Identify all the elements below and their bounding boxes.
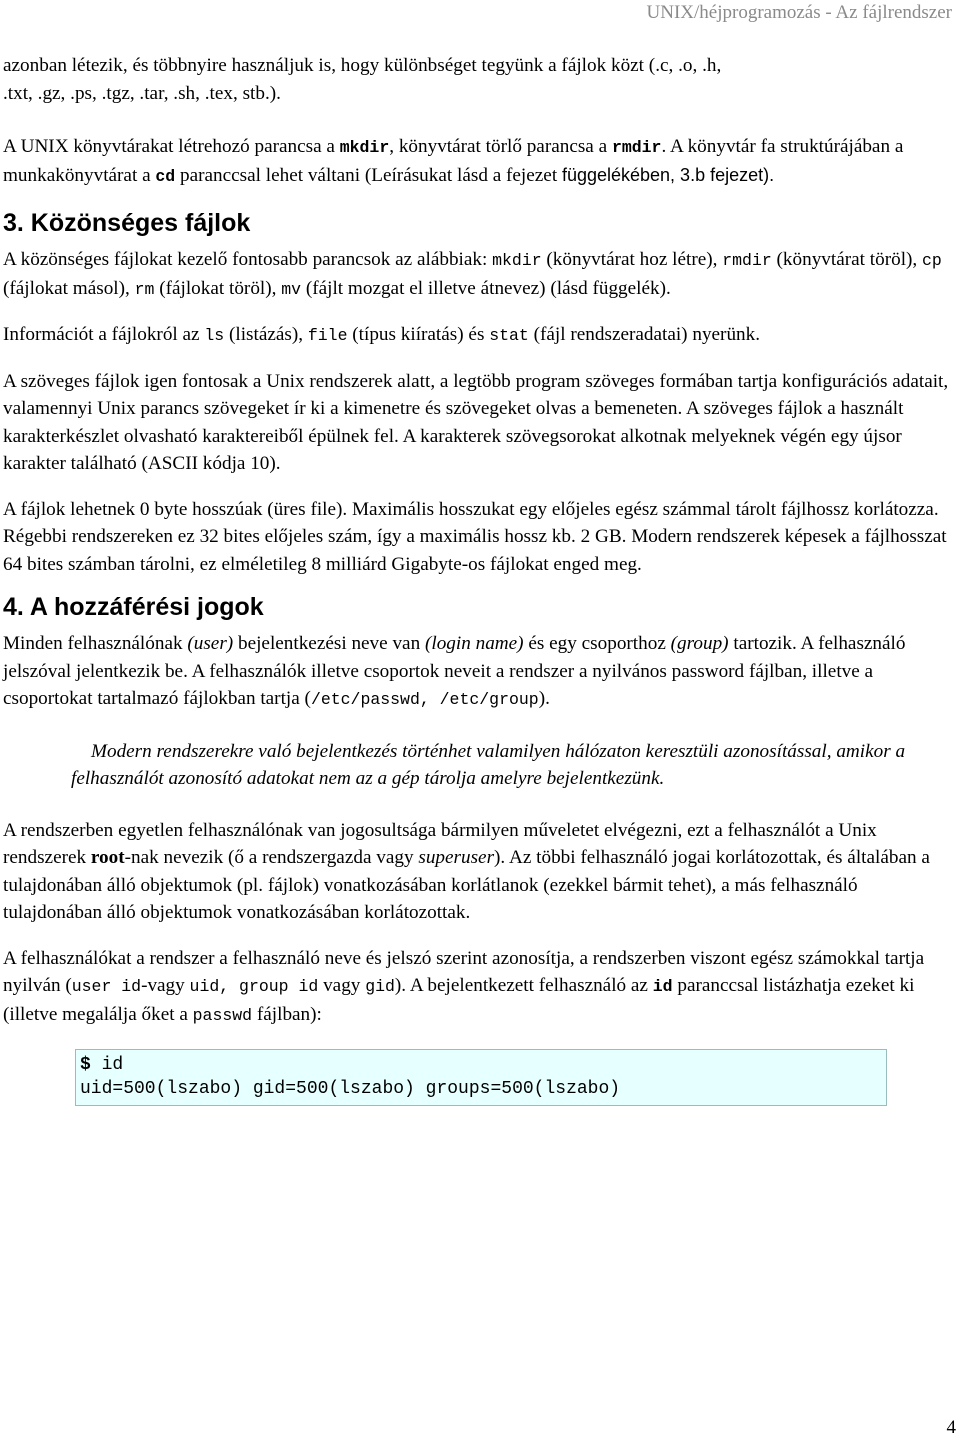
code-example	[75, 1049, 887, 1106]
text: vagy	[318, 975, 366, 996]
text: (listázás),	[224, 324, 308, 345]
text: paranccsal listázhatja ezeket ki (illetve megalálja őket a	[3, 975, 915, 1025]
paragraph-text-files: A szöveges fájlok igen fontosak a Unix rendszerek alatt, a legtöbb program szöveges formában tartja konfigurációs adatait, valamennyi Unix parancs szövegeket ír ki a kimenetre és szövegeket olvas a bemeneten. A szöveges fájlok a használt karakterkészlet olvasható karaktereiből épülnek fel. A karakterek szövegsorokat alkotnak melyeknek végén egy újsor karakter található (ASCII kódja 10).	[3, 370, 949, 474]
term-gid: gid	[365, 977, 395, 996]
term-user: (user)	[187, 633, 234, 654]
text: Információt a fájlokról az	[3, 324, 205, 345]
file-passwd: passwd	[192, 1005, 253, 1025]
paragraph-directories	[3, 133, 955, 190]
text: (könyvtárat töröl),	[771, 249, 923, 270]
paragraph-file-size: A fájlok lehetnek 0 byte hosszúak (üres file). Maximális hosszukat egy előjeles egész számmal tárolt fájlhossz korlátozza. Régebbi rendszereken ez 32 bites előjeles szám, így a maximális hossz kb. 2 GB. Modern rendszerek képesek a fájlhosszat 64 bites számban tárolni, ez elméletileg 8 milliárd Gigabyte-os fájlokat enged meg.	[3, 498, 947, 575]
shell-output: uid=500(lszabo) gid=500(lszabo) groups=500(lszabo)	[80, 1079, 621, 1099]
command-mkdir: mkdir	[492, 251, 542, 270]
paragraph-users	[3, 630, 955, 714]
section-heading-3: 3. Közönséges fájlok	[3, 209, 251, 237]
text: ).	[538, 688, 550, 709]
text: (fájlokat töröl),	[154, 277, 282, 299]
text: A rendszerben egyetlen felhasználónak van jogosultsága bármilyen műveletet elvégezni, ezt a felhasználót a Unix rendszerek	[3, 819, 877, 868]
text: . A könyvtár fa struktúrájában a munkakönyvtárat a	[3, 136, 904, 186]
text: A közönséges fájlokat kezelő fontosabb parancsok az alábbiak:	[3, 249, 493, 270]
term-login-name: (login name)	[424, 633, 524, 654]
text: -nak nevezik (ő a rendszergazda vagy	[124, 847, 419, 868]
command-id: id	[652, 977, 673, 996]
command-ls: ls	[204, 326, 225, 345]
text: A felhasználókat a rendszer a felhasználó neve és jelszó szerint azonosítja, a rendszerben viszont egész számokkal tartja nyilván (	[3, 947, 925, 996]
shell-command: id	[90, 1055, 124, 1075]
italic-note	[71, 738, 931, 793]
command-file: file	[307, 326, 348, 345]
text: azonban létezik, és többnyire használjuk is, hogy különbséget tegyünk a fájlok közt (.c, .o, .h,	[3, 55, 722, 76]
text: ). A bejelentkezett felhasználó az	[394, 975, 653, 996]
text: függelékében, 3.b fejezet).	[561, 164, 775, 185]
text: paranccsal lehet váltani (Leírásukat lásd a fejezet	[175, 164, 562, 186]
paragraph-uid-gid	[3, 945, 955, 1030]
paragraph-extensions	[3, 52, 955, 107]
text: (fájlokat másol),	[3, 277, 135, 299]
text: A UNIX könyvtárakat létrehozó parancsa a	[3, 136, 340, 157]
path-passwd-group: /etc/passwd, /etc/group	[310, 690, 539, 709]
page-number: 4	[946, 1417, 956, 1438]
command-rmdir: rmdir	[722, 251, 772, 270]
shell-prompt: $	[80, 1055, 91, 1075]
paragraph-root	[3, 817, 955, 927]
term-user-id: user id	[71, 977, 142, 996]
text: Minden felhasználónak	[3, 633, 188, 654]
text: ). Az többi felhasználó jogai korlátozottak, és általában a tulajdonában álló objektumok (pl. fájlok) vonatkozásában korlátlanok (ezekkel bármit tehet), a más felhasználó tulajdonában álló objektumok vonatkozásában korlátozottak.	[3, 847, 930, 923]
command-cp: cp	[922, 251, 942, 270]
section-heading-4: 4. A hozzáférési jogok	[3, 593, 264, 621]
text: (könyvtárat hoz létre),	[541, 249, 723, 270]
command-mv: mv	[281, 279, 302, 299]
text: fájlban):	[252, 1003, 322, 1025]
document-body	[3, 52, 955, 1106]
text: és egy csoporthoz	[523, 633, 671, 654]
text: Modern rendszerekre való bejelentkezés történhet valamilyen hálózaton keresztüli azonosítással, amikor a felhasználót azonosító adatokat nem az a gép tárolja amelyre bejelentkezünk.	[71, 740, 906, 789]
command-cd: cd	[155, 166, 176, 186]
text: (típus kiíratás) és	[347, 324, 490, 345]
paragraph-commands	[3, 246, 955, 303]
term-root: root	[90, 847, 125, 868]
term-group: (group)	[670, 633, 729, 654]
command-stat: stat	[489, 326, 529, 345]
text: bejelentkezési neve van	[233, 633, 425, 654]
text: tartozik. A felhasználó jelszóval jelentkezik be. A felhasználók illetve csoportok neveit a rendszer a nyilvános password fájlban, illetve a csoportokat tartalmazó fájlokban tartja (	[3, 633, 906, 709]
term-superuser: superuser	[418, 847, 495, 868]
text: , könyvtárat törlő parancsa a	[389, 136, 612, 157]
command-rmdir: rmdir	[611, 138, 662, 157]
text: (fájl rendszeradatai) nyerünk.	[528, 324, 761, 345]
text: -vagy	[141, 975, 190, 996]
running-header: UNIX/héjprogramozás - Az fájlrendszer	[646, 2, 952, 23]
text: (fájlt mozgat el illetve átnevez) (lásd függelék).	[301, 277, 671, 299]
command-rm: rm	[134, 279, 155, 299]
text: .txt, .gz, .ps, .tgz, .tar, .sh, .tex, stb.).	[3, 82, 281, 104]
paragraph-info-commands	[3, 321, 955, 350]
term-uid-group-id: uid, group id	[189, 977, 319, 996]
command-mkdir: mkdir	[339, 138, 390, 157]
